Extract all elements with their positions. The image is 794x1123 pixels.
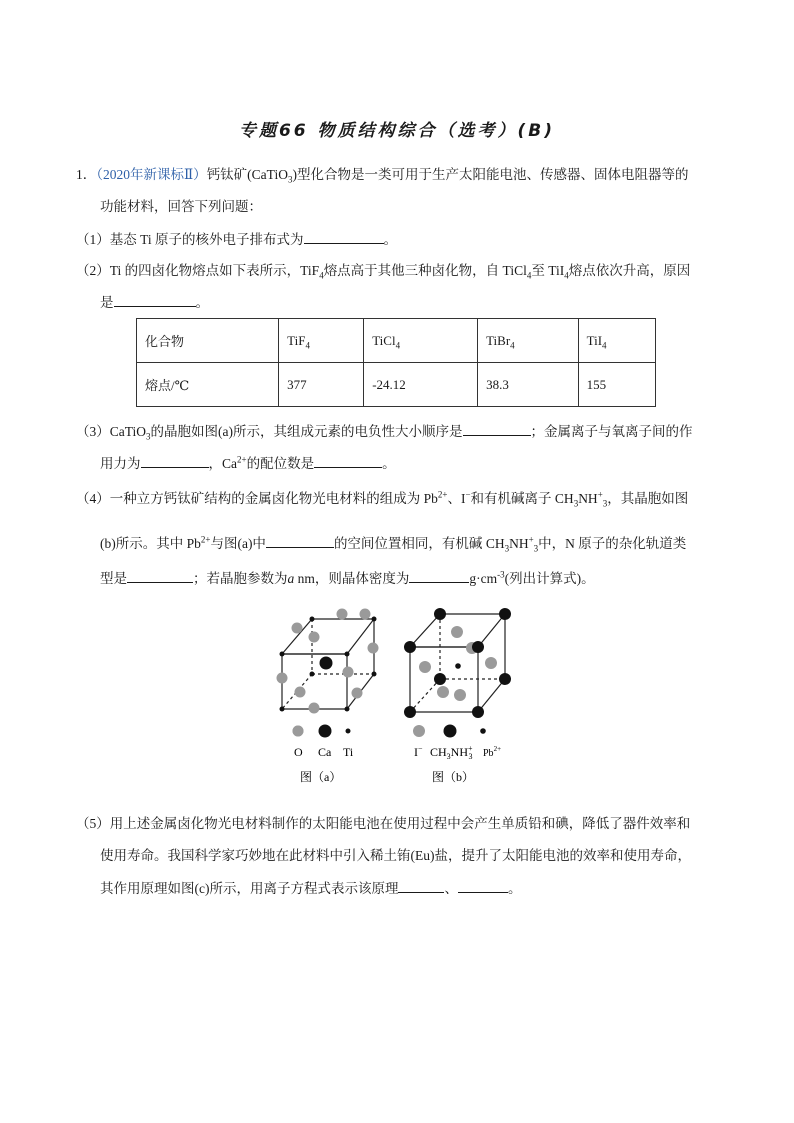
titanium-atom xyxy=(280,707,285,712)
legend-methylammonium-label: $CH_3NH^+$ 3 xyxy=(430,744,473,761)
oxygen-atom xyxy=(309,632,320,643)
table-row xyxy=(137,363,656,407)
titanium-atom xyxy=(310,617,315,622)
legend-calcium-marker xyxy=(319,725,332,738)
iodide-atom xyxy=(454,689,466,701)
methylammonium-atom xyxy=(404,706,416,718)
titanium-atom xyxy=(345,652,350,657)
answer-blank[interactable] xyxy=(266,533,334,548)
oxygen-atom xyxy=(343,667,354,678)
titanium-atom xyxy=(345,707,350,712)
oxygen-atom xyxy=(352,688,363,699)
titanium-atom xyxy=(372,617,377,622)
methylammonium-atom xyxy=(472,706,484,718)
oxygen-atom xyxy=(292,623,303,634)
methylammonium-ion: $CH_3NH^+_3$ xyxy=(554,489,608,509)
part-4: （4）一种立方钙钛矿结构的金属卤化物光电材料的组成为 $Pb^{2+}$、I−和有机碱离子 $CH_3NH^+_3$，其晶胞如图 xyxy=(76,489,689,509)
oxygen-atom xyxy=(368,643,379,654)
legend-titanium-marker xyxy=(346,729,351,734)
question-source: （2020年新课标Ⅱ） xyxy=(96,167,207,182)
iodide-atom xyxy=(419,661,431,673)
titanium-atom xyxy=(310,672,315,677)
oxygen-atom xyxy=(277,673,288,684)
part-1: （1）基态 Ti 原子的核外电子排布式为 。 xyxy=(76,229,397,250)
methylammonium-atom xyxy=(472,641,484,653)
table-header-cell: TiCl$_4$ xyxy=(364,319,478,363)
methylammonium-atom xyxy=(499,673,511,685)
methylammonium-ion: $CH_3NH^+_3$ xyxy=(485,534,539,554)
crystal-cell-figure-b xyxy=(395,604,525,789)
legend-oxygen-label: O xyxy=(294,745,303,759)
figure-b-caption: 图（b） xyxy=(432,770,475,784)
answer-blank[interactable] xyxy=(127,568,193,583)
methylammonium-atom xyxy=(434,673,446,685)
iodide-atom xyxy=(485,657,497,669)
methylammonium-atom xyxy=(499,608,511,620)
figure-a-caption: 图（a） xyxy=(300,770,342,784)
table-header-cell: TiF$_4$ xyxy=(279,319,364,363)
lead-atom xyxy=(455,663,461,669)
calcium-atom xyxy=(320,657,333,670)
legend-iodide-marker xyxy=(413,725,425,737)
table-header-cell: TiBr$_4$ xyxy=(478,319,579,363)
table-header-cell: TiI$_4$ xyxy=(578,319,655,363)
table-cell: 155 xyxy=(578,363,655,407)
oxygen-atom xyxy=(295,687,306,698)
legend-lead-marker xyxy=(480,728,486,734)
legend-lead-label: $Pb^{2+}$ xyxy=(483,745,502,759)
part-5: （5）用上述金属卤化物光电材料制作的太阳能电池在使用过程中会产生单质铅和碘，降低了器件效率和 xyxy=(76,816,691,831)
table-header-cell: 化合物 xyxy=(137,319,279,363)
titanium-atom xyxy=(372,672,377,677)
legend-oxygen-marker xyxy=(293,726,304,737)
question-intro: 1．（2020年新课标Ⅱ）钙钛矿(CaTiO$_3$)型化合物是一类可用于生产太阳能电池、传感器、固体电阻器等的 xyxy=(76,167,689,185)
methylammonium-atom xyxy=(434,608,446,620)
cell-edge xyxy=(478,679,505,712)
answer-blank[interactable] xyxy=(114,292,196,307)
table-cell: 熔点/℃ xyxy=(137,363,279,407)
answer-blank[interactable] xyxy=(463,421,531,436)
crystal-cell-figure-a xyxy=(262,604,392,789)
cell-hidden-edge xyxy=(410,679,440,712)
methylammonium-atom xyxy=(404,641,416,653)
oxygen-atom xyxy=(337,609,348,620)
legend-iodide-label: I− xyxy=(414,744,423,759)
part-3: （3）CaTiO$_3$的晶胞如图(a)所示，其组成元素的电负性大小顺序是 ；金属离子与氧离子间的作 xyxy=(76,421,693,442)
part-5-line3: 其作用原理如图(c)所示，用离子方程式表示该原理 、 。 xyxy=(100,878,521,899)
cell-front-face xyxy=(282,654,347,709)
answer-blank[interactable] xyxy=(141,453,209,468)
part-3-line2: 用力为 ，$Ca^{2+}$的配位数是 。 xyxy=(100,454,396,471)
part-4-line2: (b)所示。其中 $Pb^{2+}$与图(a)中 的空间位置相同，有机碱 $CH_3NH^+_3$中，N 原子的杂化轨道类 xyxy=(100,534,687,554)
table-cell: 38.3 xyxy=(478,363,579,407)
legend-methylammonium-marker xyxy=(444,725,457,738)
page-title: 专题66 物质结构综合（选考）(B) xyxy=(238,121,556,141)
answer-blank[interactable] xyxy=(398,878,444,893)
table-cell: -24.12 xyxy=(364,363,478,407)
answer-blank[interactable] xyxy=(304,229,384,244)
legend-calcium-label: Ca xyxy=(318,745,332,759)
table-row xyxy=(137,319,656,363)
answer-blank[interactable] xyxy=(409,568,469,583)
part-5-line2: 使用寿命。我国科学家巧妙地在此材料中引入稀土铕(Eu)盐，提升了太阳能电池的效率和使用寿命， xyxy=(100,848,691,863)
part-2: （2）Ti 的四卤化物熔点如下表所示，TiF$_4$熔点高于其他三种卤化物，自 TiCl$_4$至 TiI$_4$熔点依次升高，原因 xyxy=(76,263,691,281)
melting-point-table xyxy=(136,318,656,407)
titanium-atom xyxy=(280,652,285,657)
part-4-line3: 型是 ；若晶胞参数为a nm，则晶体密度为 $g\cdot cm^{-3}$(列出计算式)。 xyxy=(100,569,595,586)
table-cell: 377 xyxy=(279,363,364,407)
part-2-line2: 是 。 xyxy=(100,292,209,313)
oxygen-atom xyxy=(360,609,371,620)
iodide-atom xyxy=(451,626,463,638)
answer-blank[interactable] xyxy=(458,878,508,893)
legend-titanium-label: Ti xyxy=(343,745,354,759)
oxygen-atom xyxy=(309,703,320,714)
question-number: 1． xyxy=(76,167,97,182)
answer-blank[interactable] xyxy=(314,453,382,468)
question-intro-line2: 功能材料，回答下列问题： xyxy=(100,199,262,214)
iodide-atom xyxy=(437,686,449,698)
